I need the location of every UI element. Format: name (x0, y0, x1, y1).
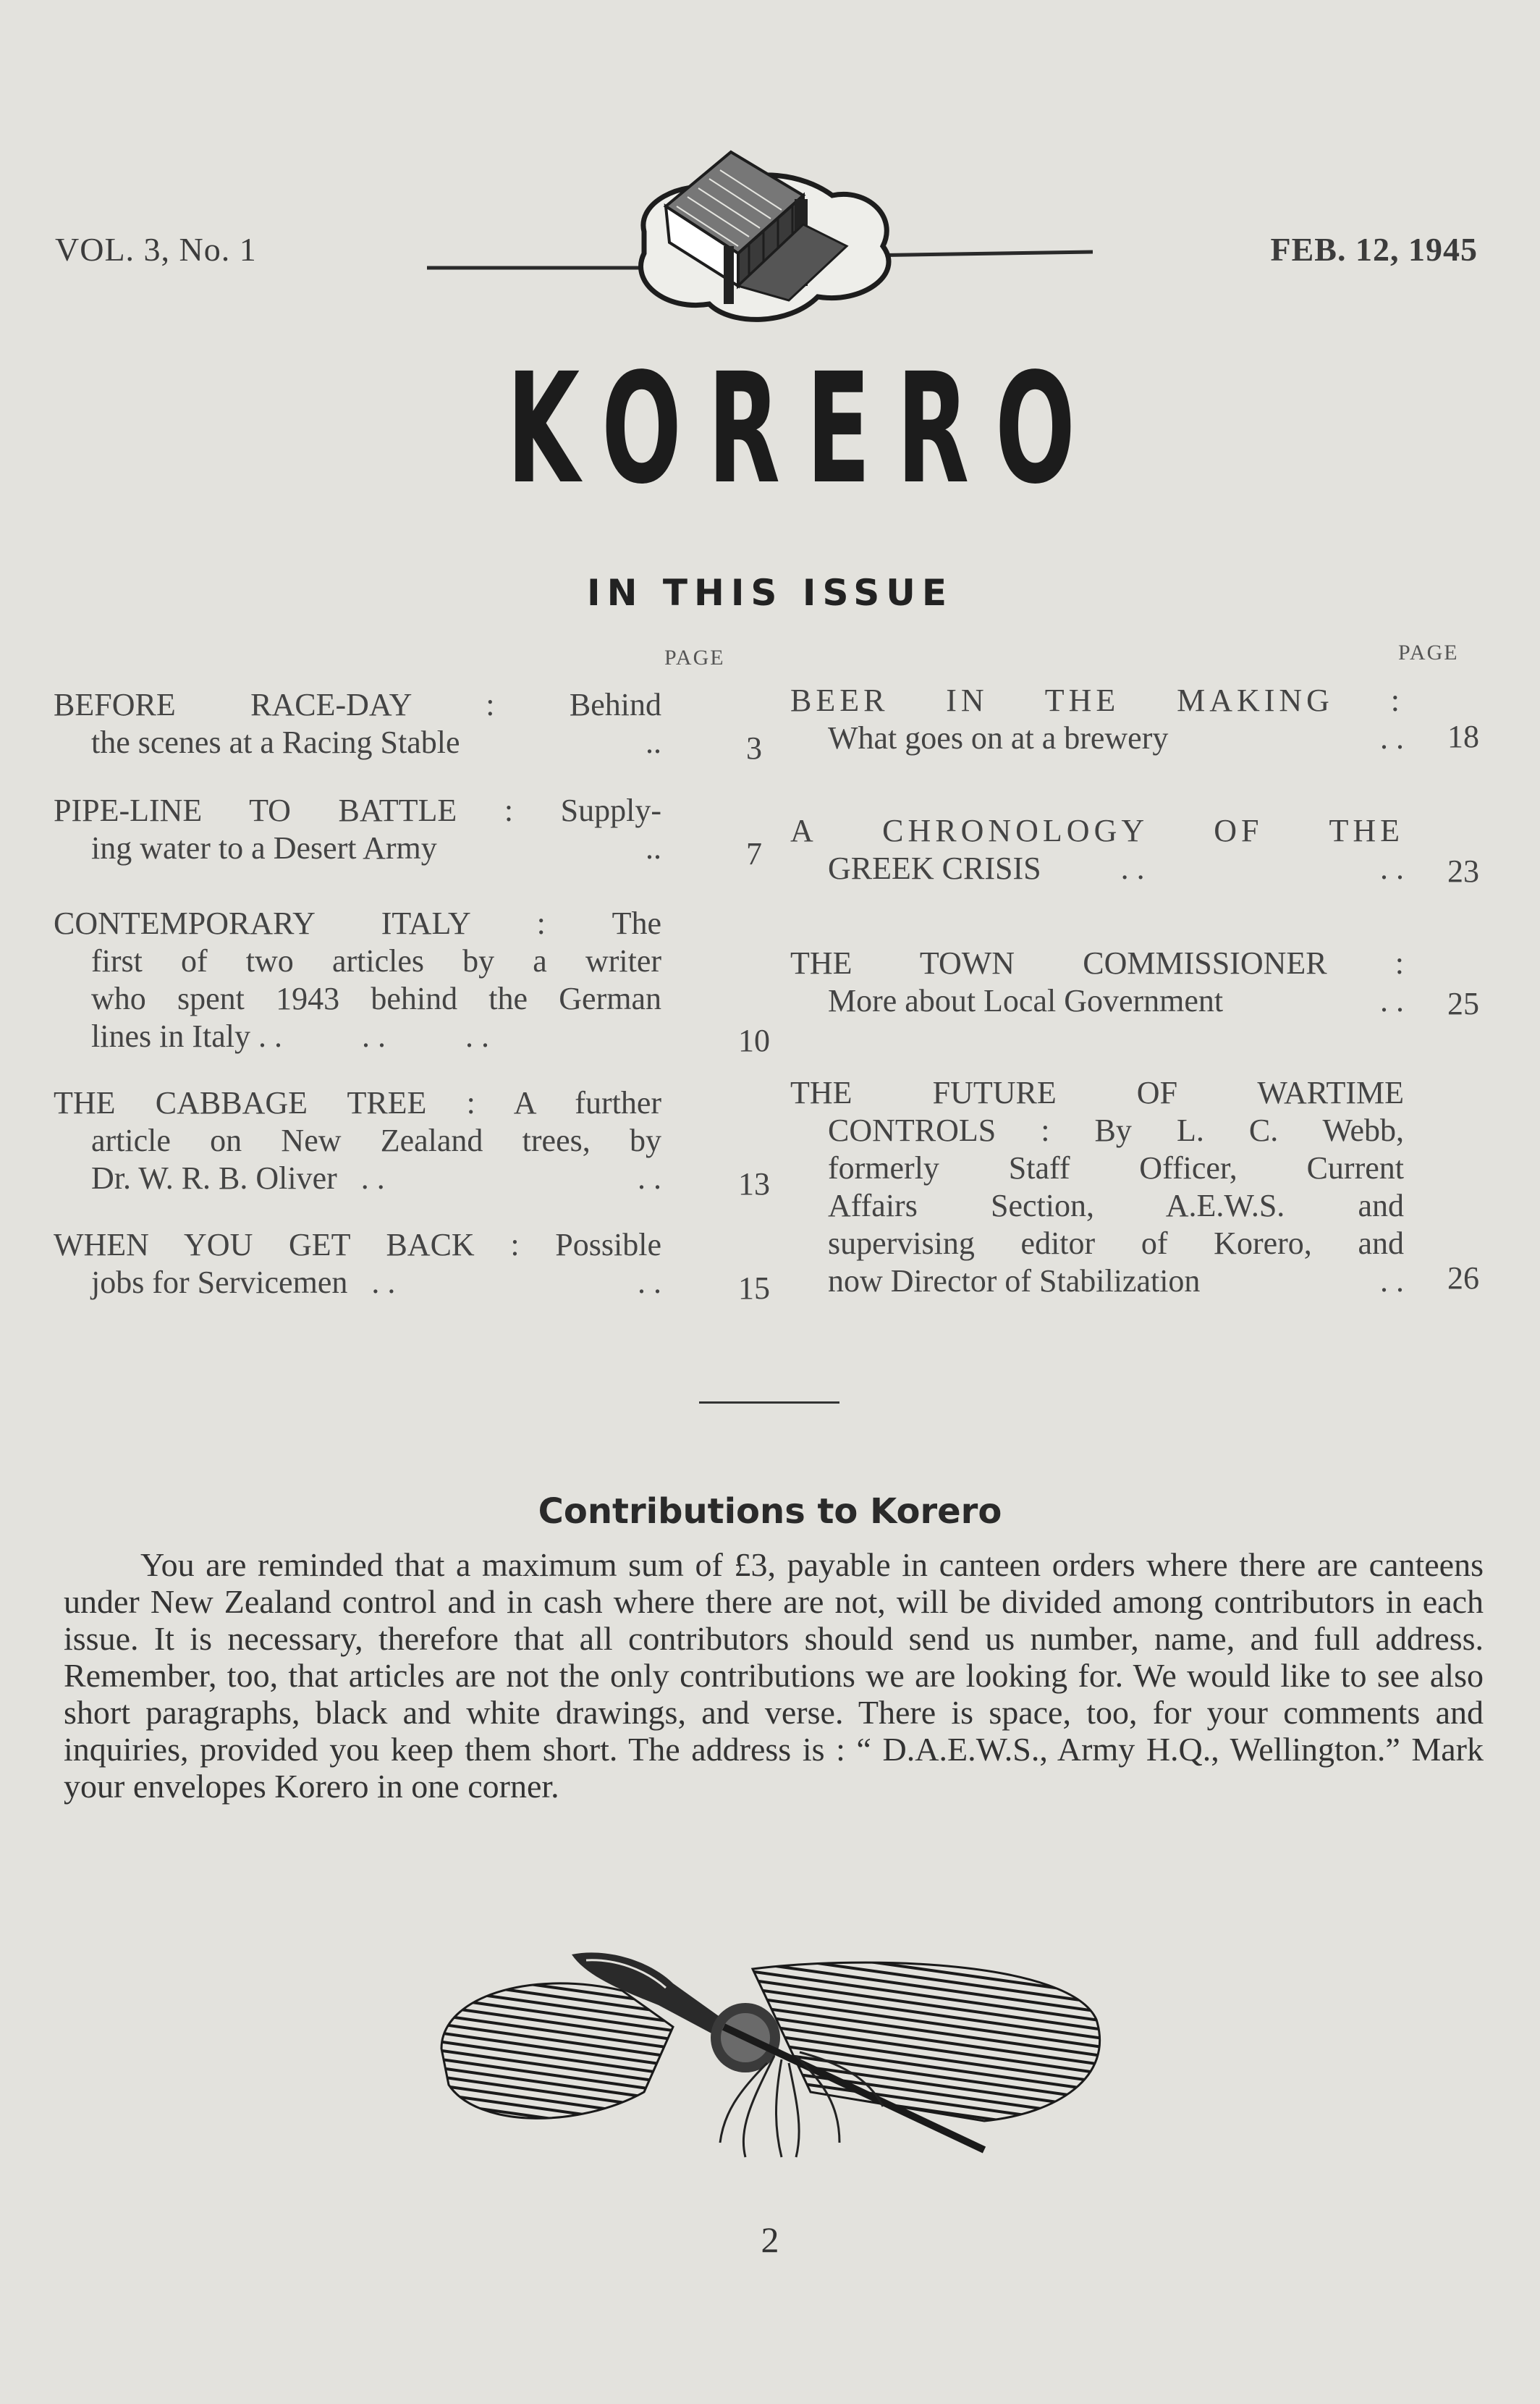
toc-page: 10 (738, 1023, 770, 1058)
toc-item-pipe-line-to-battle[interactable] (54, 792, 762, 872)
toc-leader: .. (646, 830, 661, 866)
toc-page: 13 (738, 1166, 770, 1202)
toc-page: 18 (1447, 719, 1479, 754)
toc-title: THE FUTURE OF WARTIME (790, 1075, 1404, 1110)
toc-desc: first of two articles by a writer (91, 943, 661, 979)
toc-item-town-commissioner[interactable] (790, 945, 1479, 1021)
toc-desc: More about Local Government (828, 983, 1224, 1018)
taiaha-icon (434, 1940, 1107, 2164)
toc-leader: . . (638, 1265, 661, 1300)
toc-item-chronology-greek-crisis[interactable] (790, 812, 1479, 889)
toc-desc: CONTROLS : By L. C. Webb, (828, 1113, 1404, 1148)
toc-desc: Dr. W. R. B. Oliver . . (91, 1160, 385, 1196)
page-column-label-right: PAGE (1398, 641, 1459, 665)
toc-desc: Supply- (560, 793, 661, 828)
toc-desc: now Director of Stabilization (828, 1263, 1201, 1299)
toc-desc: GREEK CRISIS . . (828, 851, 1145, 886)
contributions-body: You are reminded that a maximum sum of £3, payable in canteen orders where there are canteens under New Zealand control and in cash where there are not, will be divided among contributors in each issue. It is necessary, therefore that all contributors should send us number, name, and full address. Remember, too, that articles are not the only contributions we are looking for. We would like to see also short paragraphs, black and white drawings, and verse. There is space, too, for your comments and inquiries, provided you keep them short. The address is : “ D.A.E.W.S., Army H.Q., Wellington.” Mark your envelopes Korero in one corner. (64, 1546, 1484, 1805)
toc-desc: ing water to a Desert Army (91, 830, 437, 866)
toc-desc: jobs for Servicemen . . (91, 1265, 396, 1300)
volume-label: VOL. 3, No. 1 (55, 231, 257, 268)
toc-item-contemporary-italy[interactable] (54, 905, 770, 1058)
toc-title: THE TOWN COMMISSIONER : (790, 945, 1404, 981)
toc-item-when-you-get-back[interactable] (54, 1226, 770, 1306)
toc-title: A CHRONOLOGY OF THE (790, 813, 1404, 848)
toc-leader: .. (646, 725, 661, 760)
toc-desc: supervising editor of Korero, and (828, 1226, 1404, 1261)
toc-title: BEER IN THE MAKING : (790, 683, 1404, 718)
toc-page: 3 (746, 730, 762, 766)
masthead-title: KORERO (507, 340, 1101, 518)
toc-desc: who spent 1943 behind the German (91, 981, 661, 1016)
section-divider (699, 1401, 839, 1404)
toc-desc: Affairs Section, A.E.W.S. and (828, 1188, 1404, 1223)
toc-leader: . . (638, 1160, 661, 1196)
toc-desc: Possible (555, 1227, 661, 1262)
page-column-label-left: PAGE (664, 646, 725, 670)
toc-page: 23 (1447, 853, 1479, 889)
toc-desc: What goes on at a brewery (828, 720, 1169, 756)
toc-desc: Behind (569, 687, 661, 722)
toc-page: 25 (1447, 986, 1479, 1021)
toc-title: CONTEMPORARY ITALY : (54, 906, 546, 941)
toc-desc: A further (513, 1085, 661, 1121)
toc-page: 26 (1447, 1260, 1479, 1296)
toc-title: BEFORE RACE-DAY : (54, 687, 495, 722)
toc-page: 15 (738, 1270, 770, 1306)
toc-leader: . . (1380, 720, 1404, 756)
in-this-issue-heading: IN THIS ISSUE (587, 572, 953, 614)
toc-page: 7 (746, 836, 762, 872)
issue-date: FEB. 12, 1945 (1270, 231, 1478, 268)
toc-desc: article on New Zealand trees, by (91, 1123, 661, 1158)
meeting-house-icon (427, 138, 1093, 333)
toc-leader: . . (1380, 851, 1404, 886)
toc-item-beer-in-the-making[interactable] (790, 682, 1479, 757)
toc-leader: . . (1380, 983, 1404, 1018)
toc-title: THE CABBAGE TREE : (54, 1085, 475, 1121)
toc-desc: The (612, 906, 661, 941)
toc-item-cabbage-tree[interactable] (54, 1084, 770, 1202)
toc-title: PIPE-LINE TO BATTLE : (54, 793, 514, 828)
toc-desc: lines in Italy . . . . . . (91, 1018, 489, 1054)
toc-desc: formerly Staff Officer, Current (828, 1150, 1404, 1186)
contributions-title: Contributions to Korero (538, 1491, 1002, 1532)
toc-item-before-race-day[interactable] (54, 686, 762, 766)
toc-leader: . . (1380, 1263, 1404, 1299)
page-number: 2 (761, 2219, 779, 2260)
toc-item-future-of-wartime-controls[interactable] (790, 1074, 1479, 1300)
toc-title: WHEN YOU GET BACK : (54, 1227, 520, 1262)
toc-desc: the scenes at a Racing Stable (91, 725, 460, 760)
